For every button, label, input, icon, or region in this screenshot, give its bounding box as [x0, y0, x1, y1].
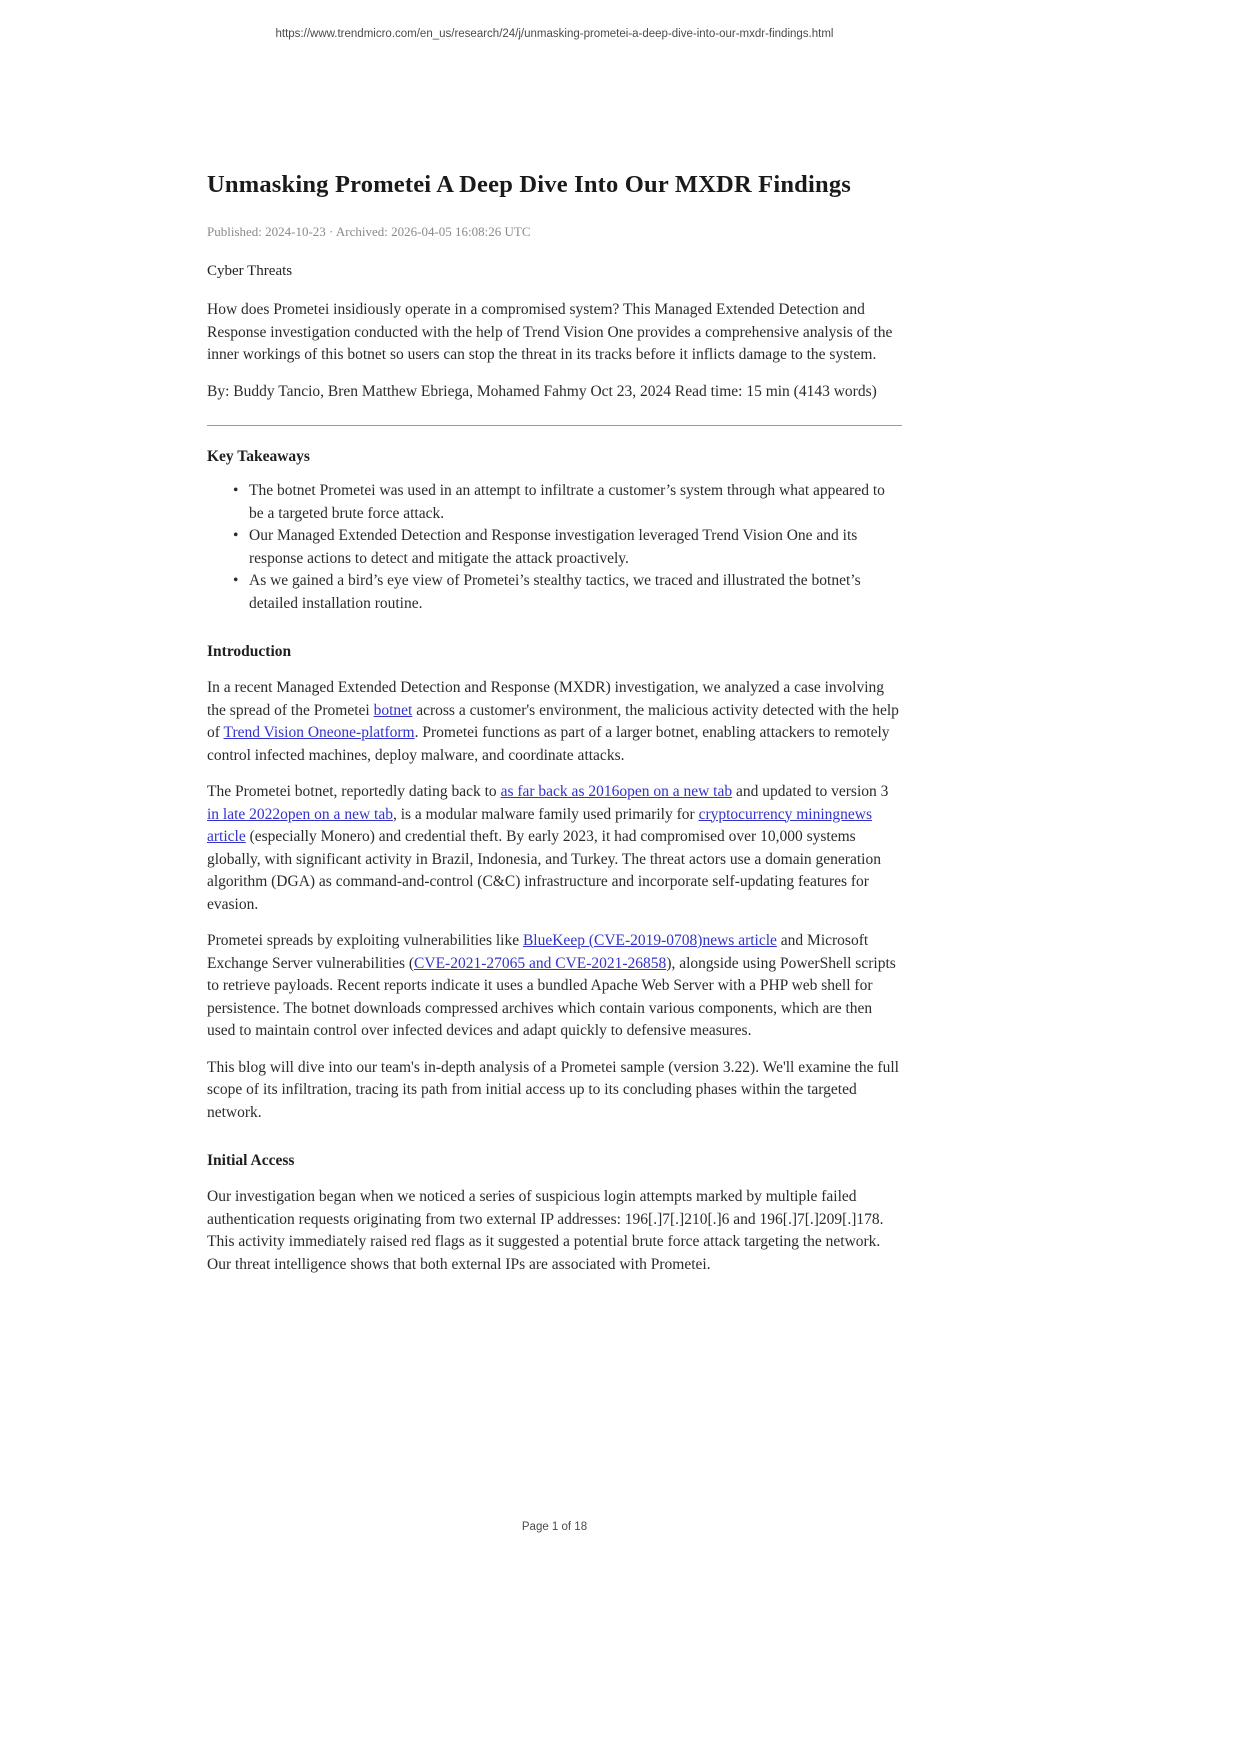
publish-meta: Published: 2024-10-23 · Archived: 2026-04-05 16:08:26 UTC: [207, 224, 531, 239]
text-segment: and updated to version 3: [732, 783, 889, 800]
inline-link[interactable]: CVE-2021-27065 and CVE-2021-26858: [414, 954, 667, 972]
section-heading-introduction: Introduction: [207, 643, 292, 660]
page-number: Page 1 of 18: [521, 1521, 588, 1533]
byline: By: Buddy Tancio, Bren Matthew Ebriega, Mohamed Fahmy Oct 23, 2024 Read time: 15 min (4143 words): [207, 382, 877, 400]
inline-link[interactable]: Trend Vision Oneone-platform: [223, 724, 415, 741]
inline-link[interactable]: as far back as 2016open on a new tab: [500, 783, 733, 800]
text-segment: Prometei spreads by exploiting vulnerabilities like: [207, 932, 523, 949]
key-takeaways-list: [207, 480, 902, 615]
text-segment: (especially Monero) and credential theft. By early 2023, it had compromised over 10,000 systems globally, with significant activity in Brazil, Indonesia, and Turkey. The threat actors use a domain generation algorithm (DGA) as command-and-control (C&C) infrastructure and incorporate self-updating features for evasion.: [207, 828, 881, 913]
inline-link[interactable]: cryptocurrency miningnews article: [207, 805, 873, 845]
intro-paragraph-4: This blog will dive into our team's in-depth analysis of a Prometei sample (version 3.22). We'll examine the full scope of its infiltration, tracing its path from initial access up to its concluding phases within the targeted network.: [207, 1058, 899, 1121]
text-segment: and Microsoft Exchange Server vulnerabilities (: [207, 932, 869, 972]
inline-link[interactable]: botnet: [373, 701, 413, 719]
text-segment: In a recent Managed Extended Detection and Response (MXDR) investigation, we analyzed a case involving the spread of the Prometei: [207, 679, 885, 719]
divider: [207, 425, 902, 426]
category-label: Cyber Threats: [207, 263, 293, 279]
text-segment: The Prometei botnet, reportedly dating back to: [207, 783, 501, 800]
takeaway-item: • Our Managed Extended Detection and Response investigation leveraged Trend Vision One and its response actions to detect and mitigate the attack proactively.: [233, 525, 902, 570]
section-heading-initial-access: Initial Access: [207, 1152, 295, 1169]
text-segment: , is a modular malware family used primarily for: [392, 805, 699, 823]
article-title: Unmasking Prometei A Deep Dive Into Our MXDR Findings: [207, 171, 851, 198]
text-segment: across a customer's environment, the malicious activity detected with the help of: [207, 701, 899, 741]
inline-link[interactable]: BlueKeep (CVE-2019-0708)news article: [522, 932, 777, 949]
intro-paragraph-2: [207, 781, 902, 916]
inline-link[interactable]: in late 2022open on a new tab: [207, 805, 393, 823]
intro-paragraph-3: [207, 930, 902, 1043]
takeaway-item: • The botnet Prometei was used in an attempt to infiltrate a customer’s system through what appeared to be a targeted brute force attack.: [233, 480, 902, 525]
takeaway-item: • As we gained a bird’s eye view of Prometei’s stealthy tactics, we traced and illustrated the botnet’s detailed installation routine.: [233, 570, 902, 615]
text-segment: . Prometei functions as part of a larger botnet, enabling attackers to remotely control infected machines, deploy malware, and coordinate attacks.: [207, 724, 890, 764]
section-heading-key-takeaways: Key Takeaways: [207, 448, 310, 465]
article-content: [207, 0, 902, 1276]
initial-access-paragraph: Our investigation began when we noticed a series of suspicious login attempts marked by multiple failed authentication requests originating from two external IP addresses: 196[.]7[.]210[.]6 and 196[.]7[.]209[.]178. This activity immediately raised red flags as it suggested a potential brute force attack targeting the network. Our threat intelligence shows that both external IPs are associated with Prometei.: [207, 1188, 884, 1273]
document-url: https://www.trendmicro.com/en_us/research/24/j/unmasking-prometei-a-deep-dive-into-our-mxdr-findings.html: [275, 28, 834, 40]
text-segment: ), alongside using PowerShell scripts to retrieve payloads. Recent reports indicate it uses a bundled Apache Web Server with a PHP web shell for persistence. The botnet downloads compressed archives which contain various components, which are then used to maintain control over infected devices and adapt quickly to defensive measures.: [207, 954, 896, 1039]
intro-paragraph-1: [207, 677, 902, 767]
article-summary: How does Prometei insidiously operate in a compromised system? This Managed Extended Detection and Response investigation conducted with the help of Trend Vision One provides a comprehensive analysis of the inner workings of this botnet so users can stop the threat in its tracks before it inflicts damage to the system.: [207, 301, 893, 363]
